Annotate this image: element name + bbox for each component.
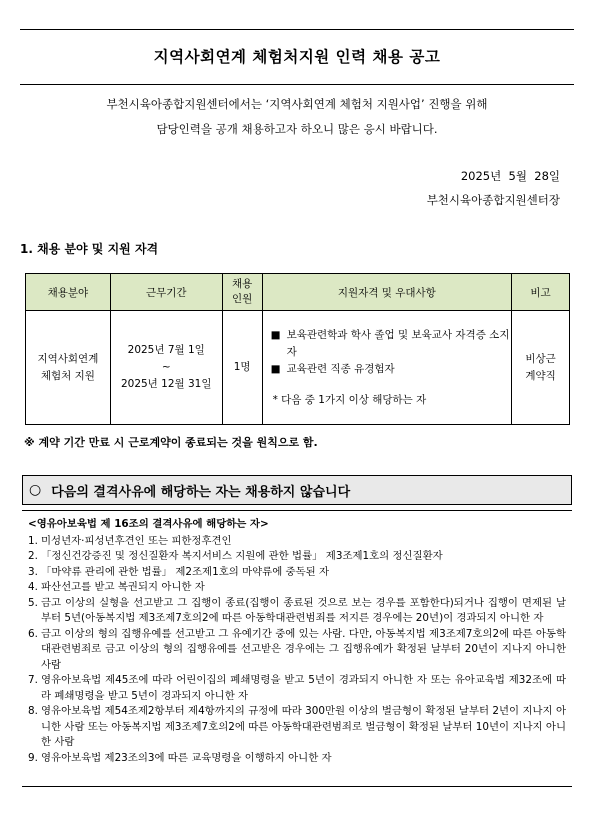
cell-remarks: 비상근 계약직 (512, 311, 570, 425)
cell-count: 1명 (222, 311, 262, 425)
qualification-item: ■ 보육관련학과 학사 졸업 및 보육교사 자격증 소지자 (271, 327, 512, 361)
list-item: 4. 파산선고를 받고 복권되지 아니한 자 (28, 581, 205, 593)
bullet-square-icon: ■ (270, 328, 281, 341)
disqualification-box (22, 510, 572, 787)
table-row (26, 311, 570, 425)
qualification-item: ■ 교육관련 직종 유경험자 (271, 361, 512, 378)
table-header-row (26, 274, 570, 311)
list-item: 7. 영유아보육법 제45조에 따라 어린이집의 폐쇄명령을 받고 5년이 경과되지 아니한 자 또는 유아교육법 제32조에 따라 폐쇄명령을 받고 5년이 경과되지 아니한 자 (28, 674, 566, 702)
top-rule (20, 29, 574, 30)
disqualification-list (22, 534, 572, 767)
cell-period: 2025년 7월 1일 ~ 2025년 12월 31일 (110, 311, 222, 425)
issuer: 부천시육아종합지원센터장 (426, 193, 560, 207)
cell-field: 지역사회연계 체험처 지원 (26, 311, 111, 425)
list-item: 3. 「마약류 관리에 관한 법률」 제2조제1호의 마약류에 중독된 자 (28, 565, 329, 578)
list-item: 5. 금고 이상의 실형을 선고받고 그 집행이 종료(집행이 종료된 것으로 보는 경우를 포함한다)되거나 집행이 면제된 날부터 5년(아동복지법 제3조제7호의2에 따른 아동학대관련범죄를 저지른 경우에는 20년)이 경과되지 아니한 자 (28, 596, 566, 624)
header-period: 근무기간 (110, 274, 222, 311)
qualification-note: * 다음 중 1가지 이상 해당하는 자 (272, 393, 427, 406)
header-remarks: 비고 (512, 274, 570, 311)
title-rule (20, 84, 574, 85)
intro-line-2: 담당인력을 공개 채용하고자 하오니 많은 응시 바랍니다. (156, 122, 438, 136)
recruitment-table (25, 273, 570, 425)
disqualification-heading: <영유아보육법 제 16조의 결격사유에 해당하는 자> (28, 518, 269, 530)
list-item: 6. 금고 이상의 형의 집행유예를 선고받고 그 유예기간 중에 있는 사람. 다만, 아동복지법 제3조제7호의2에 따른 아동학대관련범죄로 금고 이상의 형의 집행유예를 선고받은 경우에는 그 집행유예가 확정된 날부터 20년이 지나지 아니한 사람 (28, 627, 566, 671)
list-item: 8. 영유아보육법 제54조제2항부터 제4항까지의 규정에 따라 300만원 이상의 벌금형이 확정된 날부터 2년이 지나지 아니한 사람 또는 아동복지법 제3조제7호의2에 따른 아동학대관련범죄로 벌금형이 확정된 날부터 10년이 지나지 아니한 사람 (28, 705, 566, 748)
header-field: 채용분야 (26, 274, 111, 311)
list-item: 1. 미성년자·피성년후견인 또는 피한정후견인 (28, 534, 232, 547)
bullet-square-icon: ■ (270, 362, 281, 375)
circle-marker-icon: ○ (29, 482, 42, 498)
intro-line-1: 부천시육아종합지원센터에서는 ‘지역사회연계 체험처 지원사업’ 진행을 위해 (106, 97, 488, 111)
page-title: 지역사회연계 체험처지원 인력 채용 공고 (153, 48, 441, 66)
section-1-title: 1. 채용 분야 및 지원 자격 (20, 242, 159, 256)
banner-text: 다음의 결격사유에 해당하는 자는 채용하지 않습니다 (51, 484, 351, 500)
list-item: 9. 영유아보육법 제23조의3에 따른 교육명령을 이행하지 아니한 자 (28, 751, 332, 764)
notice-date: 2025년 5월 28일 (460, 169, 560, 183)
disqualification-banner (22, 475, 572, 505)
cell-qualification (262, 311, 512, 425)
header-count: 채용 인원 (222, 274, 262, 311)
contract-note: ※ 계약 기간 만료 시 근로계약이 종료되는 것을 원칙으로 함. (24, 436, 318, 449)
list-item: 2. 「정신건강증진 및 정신질환자 복지서비스 지원에 관한 법률」 제3조제1호의 정신질환자 (28, 550, 443, 562)
header-qualification: 지원자격 및 우대사항 (262, 274, 512, 311)
